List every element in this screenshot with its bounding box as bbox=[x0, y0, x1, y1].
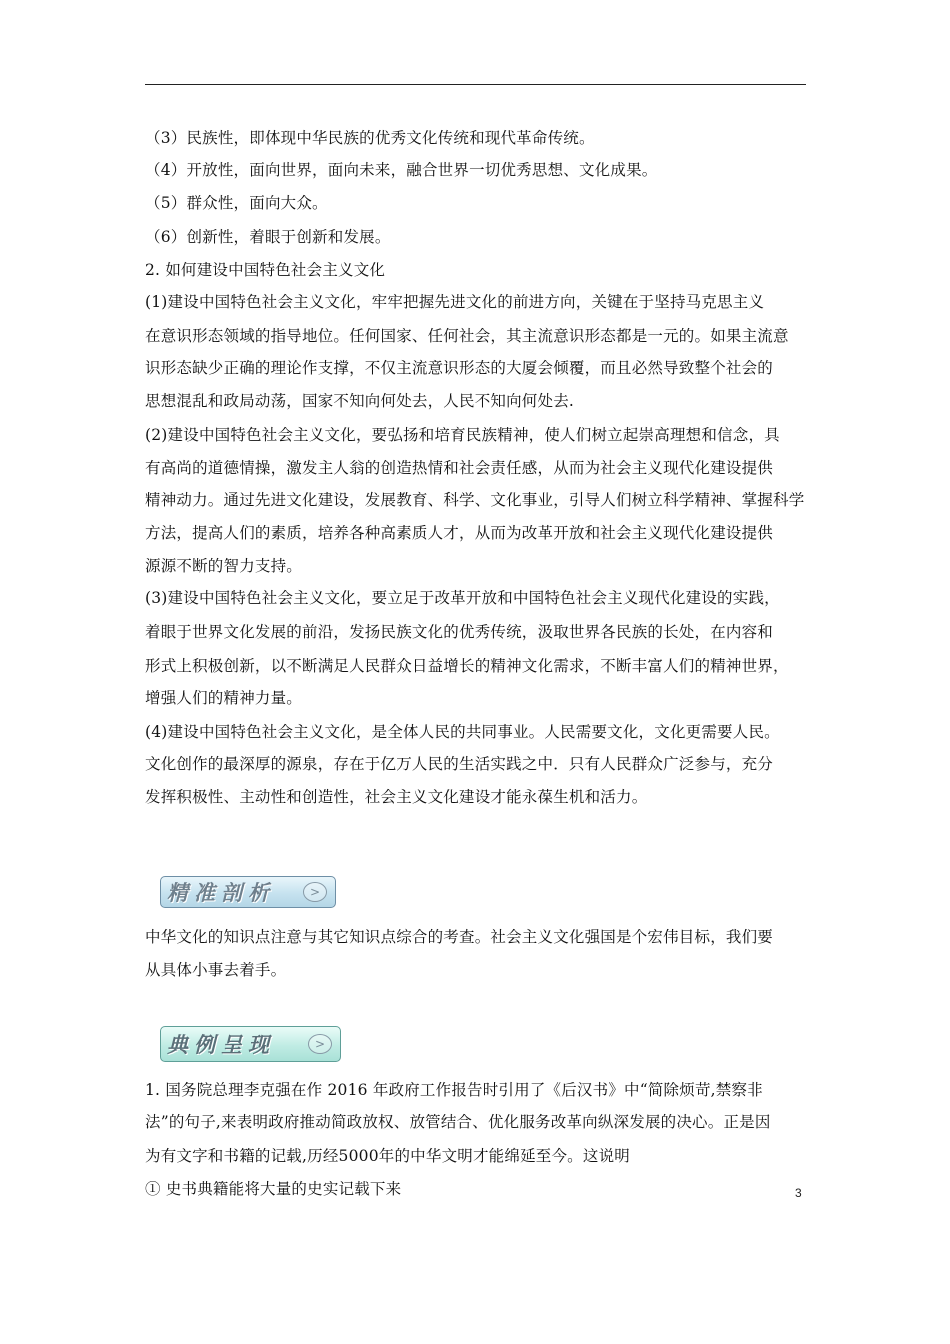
example-line: 为有文字和书籍的记载,历经5000年的中华文明才能绵延至今。这说明 bbox=[145, 1147, 630, 1165]
header-rule bbox=[145, 84, 806, 85]
circle-arrow-right-icon: > bbox=[308, 1034, 332, 1054]
paragraph-line: （4）开放性，面向世界，面向未来，融合世界一切优秀思想、文化成果。 bbox=[145, 161, 658, 179]
paragraph-line: (3)建设中国特色社会主义文化，要立足于改革开放和中国特色社会主义现代化建设的实践， bbox=[145, 589, 780, 607]
paragraph-line: 方法，提高人们的素质，培养各种高素质人才，从而为改革开放和社会主义现代化建设提供 bbox=[145, 524, 774, 542]
example-badge-label: 典例呈现 bbox=[167, 1032, 275, 1057]
analysis-badge bbox=[160, 876, 336, 908]
paragraph-line: (1)建设中国特色社会主义文化，牢牢把握先进文化的前进方向，关键在于坚持马克思主义 bbox=[145, 293, 765, 311]
paragraph-line: 文化创作的最深厚的源泉，存在于亿万人民的生活实践之中．只有人民群众广泛参与，充分 bbox=[145, 755, 774, 773]
paragraph-line: 增强人们的精神力量。 bbox=[145, 689, 303, 707]
paragraph-line: （3）民族性，即体现中华民族的优秀文化传统和现代革命传统。 bbox=[145, 129, 595, 147]
paragraph-line: 在意识形态领域的指导地位。任何国家、任何社会，其主流意识形态都是一元的。如果主流意 bbox=[145, 327, 789, 345]
example-line: 法”的句子,来表明政府推动简政放权、放管结合、优化服务改革向纵深发展的决心。正是因 bbox=[145, 1113, 771, 1131]
paragraph-line: 有高尚的道德情操，激发主人翁的创造热情和社会责任感，从而为社会主义现代化建设提供 bbox=[145, 459, 774, 477]
paragraph-line: 2. 如何建设中国特色社会主义文化 bbox=[145, 261, 386, 279]
paragraph-line: 思想混乱和政局动荡，国家不知向何处去，人民不知向何处去. bbox=[145, 392, 575, 410]
paragraph-line: (4)建设中国特色社会主义文化，是全体人民的共同事业。人民需要文化，文化更需要人民。 bbox=[145, 723, 780, 741]
paragraph-line: 形式上积极创新，以不断满足人民群众日益增长的精神文化需求，不断丰富人们的精神世界， bbox=[145, 657, 789, 675]
circle-arrow-right-icon: > bbox=[303, 882, 327, 902]
example-line: ① 史书典籍能将大量的史实记载下来 bbox=[145, 1180, 402, 1198]
paragraph-line: 着眼于世界文化发展的前沿，发扬民族文化的优秀传统，汲取世界各民族的长处，在内容和 bbox=[145, 623, 774, 641]
paragraph-line: 精神动力。通过先进文化建设，发展教育、科学、文化事业，引导人们树立科学精神、掌握科学 bbox=[145, 491, 805, 509]
paragraph-line: 识形态缺少正确的理论作支撑，不仅主流意识形态的大厦会倾覆，而且必然导致整个社会的 bbox=[145, 359, 774, 377]
example-line: 1. 国务院总理李克强在作 2016 年政府工作报告时引用了《后汉书》中“简除烦苛,禁察非 bbox=[145, 1081, 763, 1099]
analysis-line: 中华文化的知识点注意与其它知识点综合的考查。社会主义文化强国是个宏伟目标，我们要 bbox=[145, 928, 774, 946]
example-badge bbox=[160, 1026, 341, 1062]
paragraph-line: 源源不断的智力支持。 bbox=[145, 557, 303, 575]
analysis-badge-label: 精准剖析 bbox=[167, 880, 275, 905]
analysis-line: 从具体小事去着手。 bbox=[145, 961, 287, 979]
paragraph-line: 发挥积极性、主动性和创造性，社会主义文化建设才能永葆生机和活力。 bbox=[145, 788, 648, 806]
paragraph-line: （6）创新性，着眼于创新和发展。 bbox=[145, 228, 391, 246]
page-number: 3 bbox=[795, 1186, 802, 1200]
paragraph-line: (2)建设中国特色社会主义文化，要弘扬和培育民族精神，使人们树立起崇高理想和信念，具 bbox=[145, 426, 780, 444]
paragraph-line: （5）群众性，面向大众。 bbox=[145, 194, 328, 212]
